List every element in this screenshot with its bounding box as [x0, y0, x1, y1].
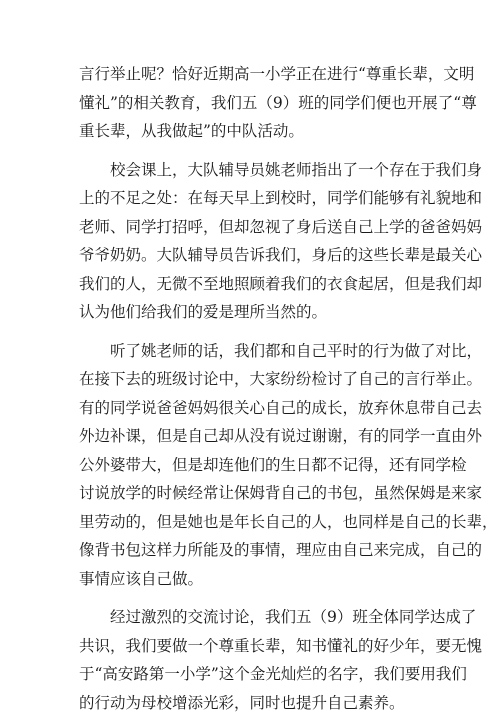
paragraph-first-line: 听了姚老师的话，我们都和自己平时的行为做了对比，	[110, 337, 423, 366]
text-line: 爷爷奶奶。大队辅导员告诉我们，身后的这些长辈是最关心	[79, 241, 423, 270]
paragraph-first-line: 经过激烈的交流讨论，我们五（9）班全体同学达成了	[110, 603, 423, 632]
text-line: 于“高安路第一小学”这个金光灿烂的名字，我们要用我们	[79, 660, 423, 689]
text-line: 的行动为母校增添光彩，同时也提升自己素养。	[79, 689, 423, 717]
text-line: 我们的人，无微不至地照顾着我们的衣食起居，但是我们却	[79, 270, 423, 299]
text-line: 重长辈，从我做起”的中队活动。	[79, 117, 423, 146]
text-line: 共识，我们要做一个尊重长辈，知书懂礼的好少年，要无愧	[79, 632, 423, 661]
text-line: 上的不足之处：在每天早上到校时，同学们能够有礼貌地和	[79, 184, 423, 213]
text-line: 在接下去的班级讨论中，大家纷纷检讨了自己的言行举止。	[79, 365, 423, 394]
text-line: 公外婆带大，但是却连他们的生日都不记得，还有同学检	[79, 451, 423, 480]
text-line: 事情应该自己做。	[79, 565, 423, 594]
text-line: 认为他们给我们的爱是理所当然的。	[79, 298, 423, 327]
text-line: 讨说放学的时候经常让保姆背自己的书包，虽然保姆是来家	[79, 479, 423, 508]
text-line: 懂礼”的相关教育，我们五（9）班的同学们便也开展了“尊	[79, 89, 423, 118]
text-line: 老师、同学打招呼，但却忽视了身后送自己上学的爸爸妈妈	[79, 213, 423, 242]
text-line: 有的同学说爸爸妈妈很关心自己的成长，放弃休息带自己去	[79, 394, 423, 423]
text-line: 外边补课，但是自己却从没有说过谢谢，有的同学一直由外	[79, 422, 423, 451]
text-line: 里劳动的，但是她也是年长自己的人，也同样是自己的长辈，	[79, 508, 423, 537]
text-line: 言行举止呢？恰好近期高一小学正在进行“尊重长辈，文明	[79, 60, 423, 89]
paragraph-first-line: 校会课上，大队辅导员姚老师指出了一个存在于我们身	[110, 156, 423, 185]
text-line: 像背书包这样力所能及的事情，理应由自己来完成，自己的	[79, 536, 423, 565]
